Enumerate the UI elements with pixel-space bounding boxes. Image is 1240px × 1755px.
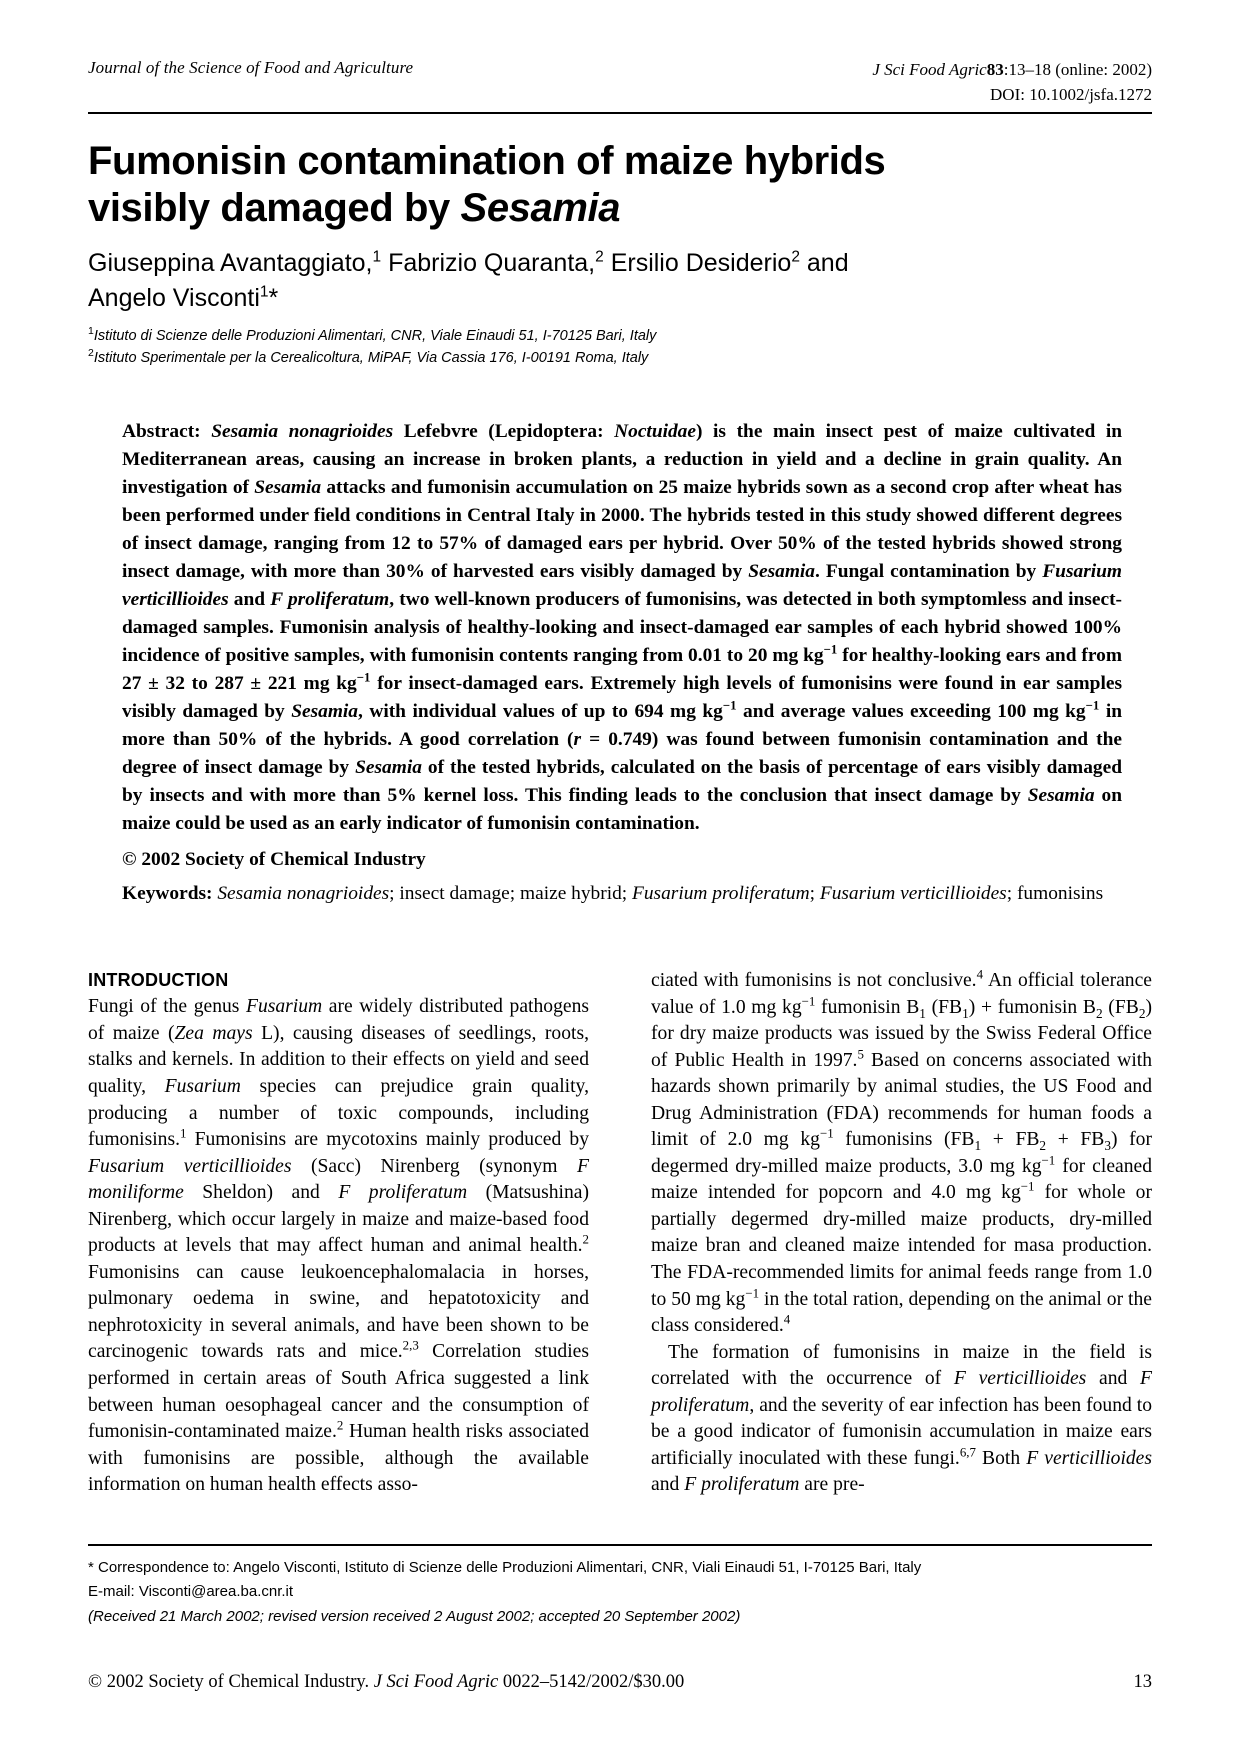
chem-subscript: 2 (1095, 1005, 1103, 1021)
keyword-item: ; (809, 883, 820, 904)
page-title (88, 138, 1028, 232)
body-text: Based on concerns associated with hazards shown primarily by animal studies, the US Food and Drug Administration (FDA) recommends for human foods a limit of 2.0 mg kg (651, 1049, 1153, 1151)
abstract-label: Abstract: (122, 421, 201, 442)
citation-ref: 2 (582, 1231, 589, 1247)
affiliation-1 (88, 325, 1028, 347)
body-text: Correlation studies performed in certain areas of South Africa suggested a link between human oesophageal cancer and the consumption of fumonisin-contaminated maize. (88, 1341, 589, 1443)
keyword-item: Fusarium verticillioides (819, 883, 1007, 904)
chem-subscript: 2 (1138, 1005, 1146, 1021)
abstract-text: , with individual values of up to 694 mg kg (358, 701, 723, 723)
abstract-text: Sesamia (254, 477, 322, 499)
abstract-superscript: −1 (356, 670, 371, 685)
imprint-copyright-symbol: © (88, 1672, 103, 1692)
keyword-item: ; insect damage; maize hybrid; (389, 883, 633, 904)
imprint-issn: 0022–5142/2002/$30.00 (498, 1672, 685, 1692)
running-head (88, 58, 1152, 107)
body-text: (Sacc) Nirenberg (synonym (291, 1155, 578, 1177)
right-column (651, 968, 1152, 1516)
unit-exponent: −1 (1020, 1178, 1035, 1194)
body-text: Fusarium (245, 996, 323, 1018)
title-line-2-prefix: visibly damaged by (88, 186, 461, 231)
body-text: , and the severity of ear infection has been found to be a good indicator of fumonisin accumulation in maize ears artificially inoculated with these fungi. (651, 1394, 1152, 1469)
body-text: in the total ration, depending on the animal or the class considered. (651, 1288, 1152, 1337)
unit-exponent: −1 (819, 1125, 834, 1141)
body-text: An official tolerance value of 1.0 mg kg (651, 970, 1152, 1018)
citation-block (872, 58, 1152, 107)
unit-exponent: −1 (745, 1285, 760, 1301)
abstract (122, 418, 1122, 875)
abstract-text: of the tested hybrids, calculated on the basis of percentage of ears visibly damaged by insects and with more than 5% kernel loss. This finding leads to the conclusion that insect damage by (122, 757, 1122, 807)
journal-name: Journal of the Science of Food and Agriculture (88, 58, 414, 77)
body-text: for whole or partially degermed dry-milled maize products, dry-milled maize bran and cleaned maize intended for masa production. The FDA-recommended limits for animal feeds range from 1.0 to 50 mg kg (651, 1182, 1152, 1310)
page-number: 13 (1133, 1672, 1152, 1692)
keywords (122, 880, 1122, 908)
title-species: Sesamia (460, 186, 621, 231)
abstract-text: F proliferatum (270, 589, 390, 611)
affiliation-2-text: Istituto Sperimentale per la Cerealicoltura, MiPAF, Via Cassia 176, I-00191 Roma, Italy (93, 349, 649, 366)
body-text: and (651, 1474, 685, 1496)
body-columns (88, 968, 1152, 1516)
citation-ref: 6,7 (959, 1444, 976, 1460)
abstract-text: on maize could be used as an early indicator of fumonisin contamination. (122, 785, 1123, 835)
body-text: fumonisin B (815, 996, 920, 1018)
body-text: F moniliforme (88, 1155, 589, 1204)
body-text: fumonisins (FB (833, 1129, 975, 1151)
body-text: ciated with fumonisins is not conclusive. (651, 970, 977, 991)
correspondence-line: * Correspondence to: Angelo Visconti, Istituto di Scienze delle Produzioni Alimentari, CNR, Viali Einaudi 51, I-70125 Bari, Italy (88, 1559, 922, 1576)
citation-ref: 5 (857, 1046, 864, 1062)
author-2: Fabrizio Quaranta, (381, 249, 596, 278)
chem-subscript: 3 (1104, 1138, 1111, 1154)
citation-ref: 1 (180, 1125, 187, 1141)
body-text: (Matsushina) Nirenberg, which occur largely in maize and maize-based food products at levels that may affect human and animal health. (88, 1182, 589, 1257)
keyword-item: ; fumonisins (1006, 883, 1104, 904)
author-2-affil-marker: 2 (595, 249, 604, 267)
email-line[interactable]: E-mail: Visconti@area.ba.cnr.it (88, 1583, 294, 1601)
imprint-part: 2002 Society of Chemical Industry. (102, 1672, 374, 1692)
footnote-block (88, 1556, 1152, 1629)
author-4: Angelo Visconti (88, 283, 260, 312)
abstract-text: for insect-damaged ears. Extremely high levels of fumonisins were found in ear samples visibly damaged by (122, 673, 1122, 723)
abstract-text: r (573, 729, 582, 751)
body-text: are pre- (799, 1474, 865, 1496)
author-3: Ersilio Desiderio (603, 249, 792, 278)
body-text: ) for dry maize products was issued by the Swiss Federal Office of Public Health in 1997. (651, 996, 1152, 1071)
left-column (88, 968, 589, 1516)
abstract-text: and average values exceeding 100 mg kg (736, 701, 1086, 723)
imprint-journal: J Sci Food Agric (373, 1672, 499, 1692)
keywords-label: Keywords: (122, 883, 213, 904)
abstract-text: and (228, 589, 271, 611)
chem-subscript: 1 (919, 1005, 926, 1021)
author-conjunction: and (799, 249, 849, 278)
abstract-text: Sesamia (355, 757, 422, 779)
body-text: (FB (925, 996, 963, 1018)
body-text: Human health risks associated with fumonisins are possible, although the available information on human health effects asso- (88, 1421, 589, 1496)
chem-subscript: 2 (1039, 1138, 1047, 1154)
body-text: ) for degermed dry-milled maize products, 3.0 mg kg (651, 1129, 1152, 1177)
author-3-affil-marker: 2 (791, 249, 800, 267)
keyword-item: Fusarium proliferatum (632, 883, 810, 904)
citation-ref: 4 (783, 1311, 791, 1327)
corresponding-author-star: * (268, 283, 279, 312)
intro-paragraph-right-1 (651, 968, 1152, 1340)
body-text: F verticillioides (953, 1368, 1087, 1390)
abstract-text: Sesamia (748, 561, 816, 583)
body-text: F verticillioides (1026, 1447, 1153, 1469)
citation-ref: 2,3 (402, 1337, 419, 1353)
affiliation-2-marker: 2 (88, 348, 94, 360)
footnote-divider (88, 1544, 1152, 1546)
body-text: Fumonisins can cause leukoencephalomalacia in horses, pulmonary oedema in swine, and hepatotoxicity and nephrotoxicity in several animals, and have been shown to be carcinogenic towards rats and mice. (88, 1261, 589, 1363)
title-line-1: Fumonisin contamination of maize hybrids (88, 139, 886, 183)
keyword-item: Sesamia nonagrioides (217, 883, 390, 904)
doi-line: DOI: 10.1002/jsfa.1272 (990, 84, 1152, 104)
body-text: for cleaned maize intended for popcorn and 4.0 mg kg (651, 1155, 1153, 1204)
body-text: ) + fumonisin B (968, 996, 1096, 1018)
body-text: F proliferatum (651, 1368, 1152, 1416)
body-text: The formation of fumonisins in maize in the field is correlated with the occurrence of (651, 1341, 1152, 1390)
body-text: + FB (1046, 1129, 1105, 1151)
body-text: Both (975, 1447, 1027, 1469)
section-heading-introduction: INTRODUCTION (88, 970, 229, 990)
body-text: Fusarium (164, 1076, 241, 1098)
author-list (88, 246, 1028, 315)
affiliation-1-marker: 1 (88, 326, 94, 338)
body-text: Fungi of the genus (88, 996, 246, 1018)
received-dates-line: (Received 21 March 2002; revised version received 2 August 2002; accepted 20 September 2002) (88, 1607, 741, 1625)
body-text: + FB (981, 1129, 1040, 1151)
body-text: L), causing diseases of seedlings, roots, stalks and kernels. In addition to their effects on yield and seed quality, (88, 1022, 589, 1098)
author-1-affil-marker: 1 (372, 249, 382, 267)
author-1: Giuseppina Avantaggiato, (88, 249, 373, 278)
abstract-copyright (122, 846, 1122, 874)
abstract-text: . Fungal contamination by (815, 561, 1043, 583)
body-text: are widely distributed pathogens of maize ( (88, 996, 589, 1044)
body-text: Fumonisins are mycotoxins mainly produced by (186, 1129, 589, 1151)
abstract-superscript: −1 (1085, 698, 1100, 713)
body-text: F proliferatum (338, 1182, 468, 1204)
abstract-superscript: −1 (823, 642, 838, 657)
body-text: Zea mays (174, 1022, 253, 1044)
abstract-text: Fusarium verticillioides (122, 561, 1122, 611)
abstract-text: ) is the main insect pest of maize cultivated in Mediterranean areas, causing an increase in broken plants, a reduction in yield and a decline in grain quality. An investigation of (122, 421, 1122, 499)
abstract-text: Sesamia (1027, 785, 1095, 807)
body-text: Sheldon) and (183, 1182, 339, 1204)
abstract-superscript: −1 (722, 698, 737, 713)
body-text: F proliferatum (684, 1474, 800, 1496)
author-4-affil-marker: 1 (259, 283, 269, 301)
abstract-text: for healthy-looking ears and from 27 ± 32 to 287 ± 221 mg kg (122, 645, 1122, 695)
imprint-line (88, 1672, 1152, 1693)
intro-paragraph-right-2 (651, 1340, 1152, 1499)
abstract-text: Noctuidae (614, 421, 696, 442)
citation-ref: 4 (976, 966, 984, 982)
unit-exponent: −1 (801, 993, 816, 1009)
abstract-text: Sesamia (291, 701, 359, 723)
affiliation-1-text: Istituto di Scienze delle Produzioni Alimentari, CNR, Viale Einaudi 51, I-70125 Bari, Italy (93, 327, 657, 344)
abstract-text: Lefebvre (Lepidoptera: (393, 421, 615, 442)
citation-pages: :13–18 (online: 2002) (1003, 60, 1152, 79)
abstract-text: Sesamia nonagrioides (211, 421, 394, 442)
body-text: species can prejudice grain quality, producing a number of toxic compounds, including fumonisins. (88, 1076, 589, 1151)
abstract-text: , two well-known producers of fumonisins, was detected in both symptomless and insect-damaged samples. Fumonisin analysis of healthy-looking and insect-damaged ear samples of each hybrid showed 100% incidence of positive samples, with fumonisin contents ranging from 0.01 to 20 mg kg (122, 589, 1122, 667)
body-text: and (1086, 1368, 1141, 1390)
copyright-symbol: © (122, 849, 137, 871)
header-divider (88, 112, 1152, 114)
imprint-text (88, 1672, 684, 1693)
chem-subscript: 1 (974, 1138, 982, 1154)
citation-volume: 83 (986, 60, 1004, 79)
abstract-text: in more than 50% of the hybrids. A good correlation ( (122, 701, 1122, 751)
citation-line (872, 58, 1152, 83)
chem-subscript: 1 (962, 1005, 969, 1021)
copyright-text: 2002 Society of Chemical Industry (141, 849, 426, 871)
affiliation-2 (88, 347, 1028, 369)
intro-paragraph-left (88, 994, 589, 1498)
citation-journal: J Sci Food Agric (872, 60, 987, 79)
title-block (88, 138, 1028, 369)
abstract-text: attacks and fumonisin accumulation on 25 maize hybrids sown as a second crop after wheat has been performed under field conditions in Central Italy in 2000. The hybrids tested in this study showed different degrees of insect damage, ranging from 12 to 57% of damaged ears per hybrid. Over 50% of the tested hybrids showed strong insect damage, with more than 30% of harvested ears visibly damaged by (122, 477, 1122, 583)
body-text: (FB (1102, 996, 1139, 1018)
unit-exponent: −1 (1041, 1152, 1056, 1168)
abstract-text: = 0.749) was found between fumonisin contamination and the degree of insect damage by (122, 729, 1122, 779)
citation-ref: 2 (336, 1417, 344, 1433)
body-text: Fusarium verticillioides (88, 1155, 292, 1177)
